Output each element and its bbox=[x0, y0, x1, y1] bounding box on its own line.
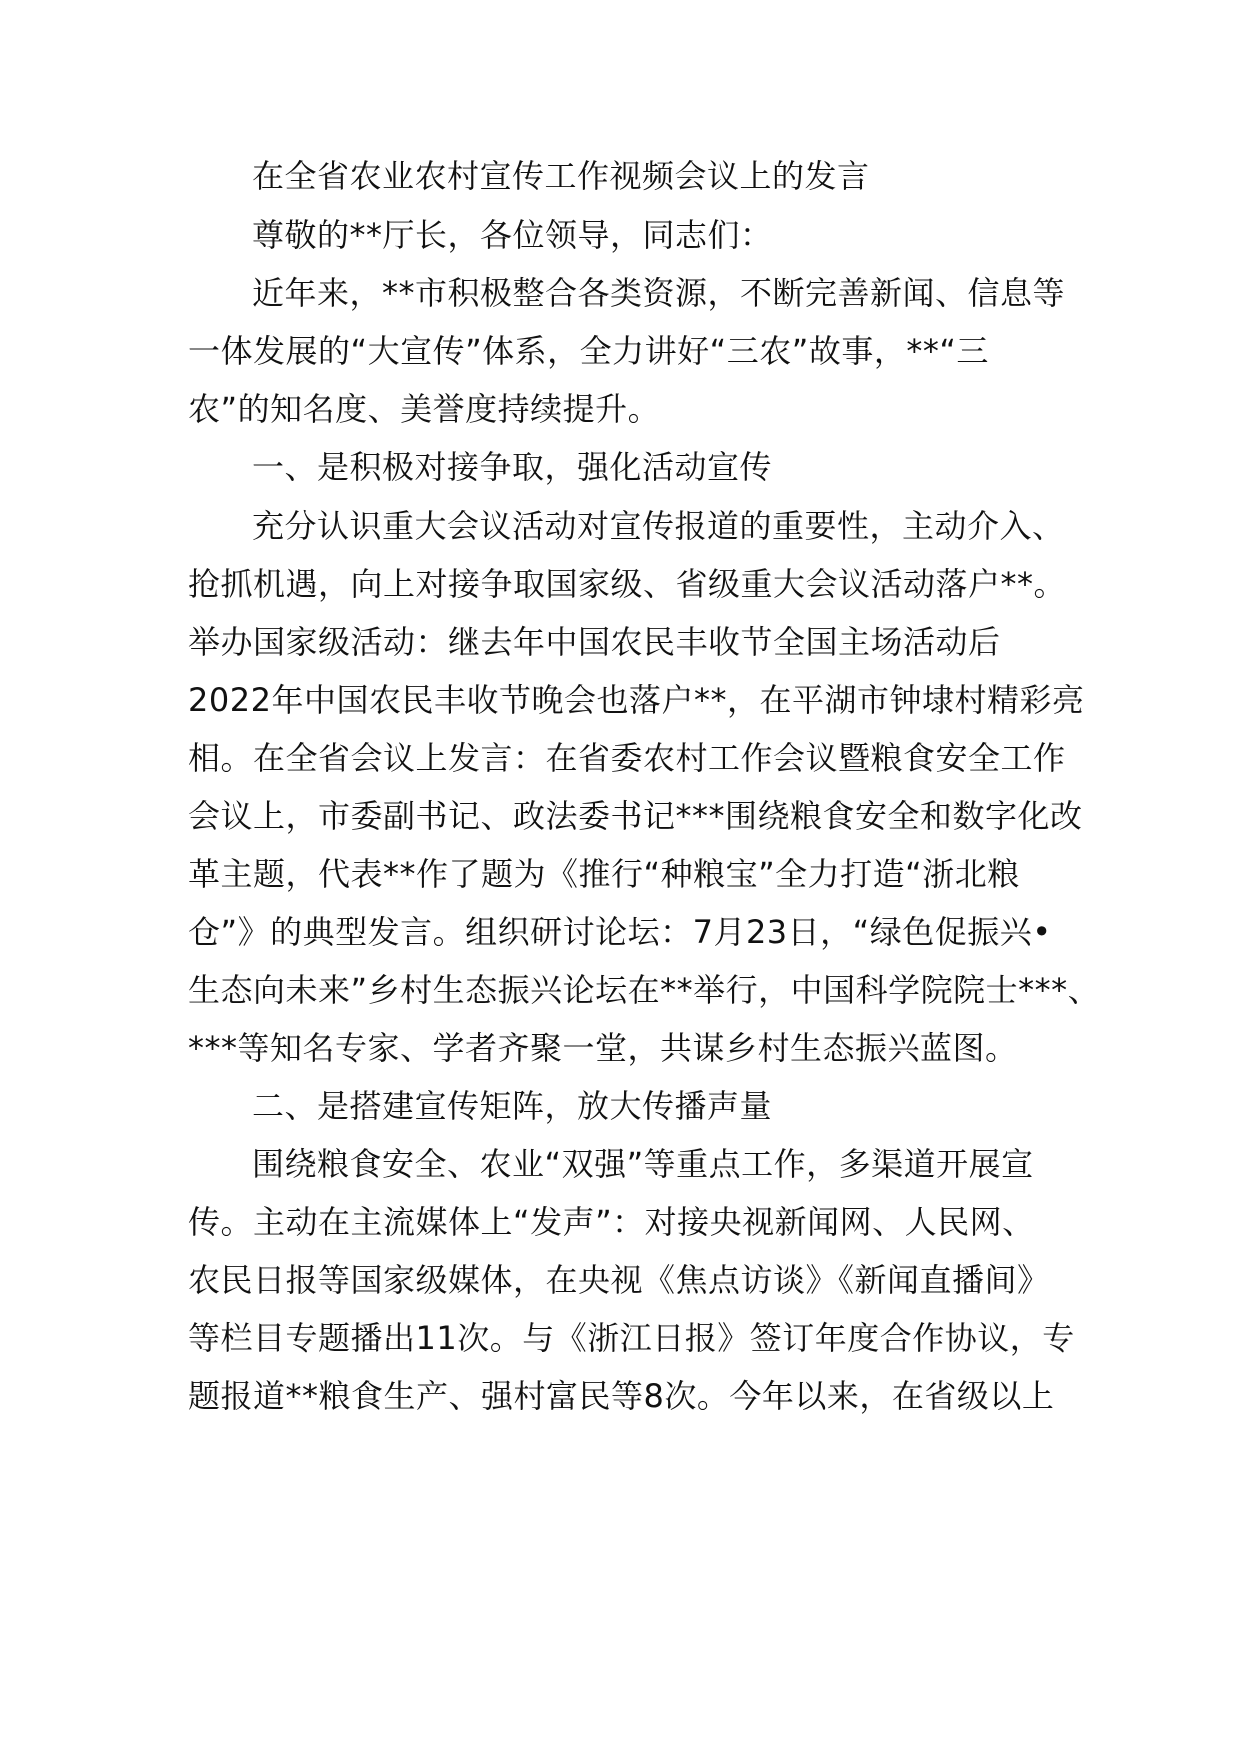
body-line: 围绕粮食安全、农业“双强”等重点工作，多渠道开展宣 bbox=[252, 1145, 1034, 1183]
body-line: 仓”》的典型发言。组织研讨论坛：7月23日，“绿色促振兴• bbox=[188, 913, 1052, 951]
body-line: 充分认识重大会议活动对宣传报道的重要性，主动介入、 bbox=[252, 507, 1065, 545]
body-line: 传。主动在主流媒体上“发声”：对接央视新闻网、人民网、 bbox=[188, 1203, 1035, 1241]
body-line: 举办国家级活动：继去年中国农民丰收节全国主场活动后 bbox=[188, 623, 1001, 661]
body-line: 革主题，代表**作了题为《推行“种粮宝”全力打造“浙北粮 bbox=[188, 855, 1020, 893]
body-line: 等栏目专题播出11次。与《浙江日报》签订年度合作协议，专 bbox=[188, 1319, 1075, 1357]
document-title: 在全省农业农村宣传工作视频会议上的发言 bbox=[252, 157, 870, 195]
salutation: 尊敬的**厅长，各位领导，同志们： bbox=[252, 216, 773, 254]
body-line: 生态向未来”乡村生态振兴论坛在**举行，中国科学院院士***、 bbox=[188, 971, 1101, 1009]
body-line: 题报道**粮食生产、强村富民等8次。今年以来，在省级以上 bbox=[188, 1377, 1055, 1415]
intro-line: 近年来，**市积极整合各类资源，不断完善新闻、信息等 bbox=[252, 274, 1066, 312]
section-heading-1: 一、是积极对接争取，强化活动宣传 bbox=[252, 448, 773, 486]
body-line: 2022年中国农民丰收节晚会也落户**，在平湖市钟埭村精彩亮 bbox=[188, 681, 1085, 719]
body-line: ***等知名专家、学者齐聚一堂，共谋乡村生态振兴蓝图。 bbox=[188, 1029, 1018, 1067]
body-line: 抢抓机遇，向上对接争取国家级、省级重大会议活动落户**。 bbox=[188, 565, 1067, 603]
intro-line: 一体发展的“大宣传”体系，全力讲好“三农”故事，**“三 bbox=[188, 332, 989, 370]
body-line: 农民日报等国家级媒体，在央视《焦点访谈》《新闻直播间》 bbox=[188, 1261, 1050, 1299]
body-line: 相。在全省会议上发言：在省委农村工作会议暨粮食安全工作 bbox=[188, 739, 1066, 777]
body-line: 会议上，市委副书记、政法委书记***围绕粮食安全和数字化改 bbox=[188, 797, 1083, 835]
section-heading-2: 二、是搭建宣传矩阵，放大传播声量 bbox=[252, 1087, 773, 1125]
intro-line: 农”的知名度、美誉度持续提升。 bbox=[188, 390, 661, 428]
